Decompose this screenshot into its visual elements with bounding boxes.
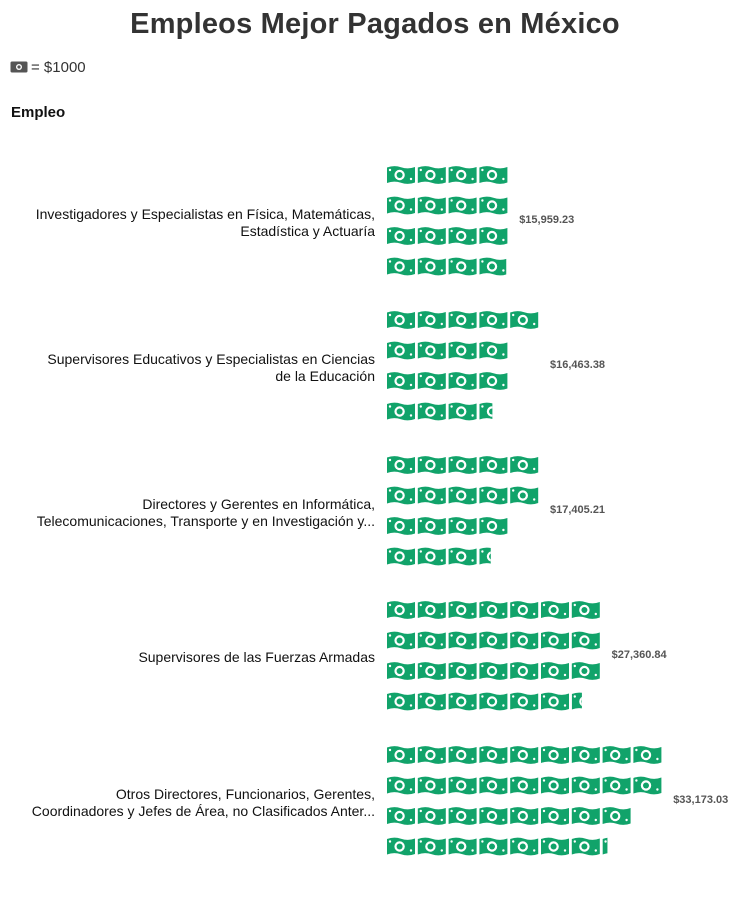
banknote-icon <box>449 311 477 329</box>
banknote-icon <box>418 227 446 245</box>
banknote-icon <box>418 632 446 650</box>
banknote-icon <box>633 746 661 764</box>
banknote-icon <box>418 403 446 421</box>
banknote-icon <box>510 838 538 856</box>
category-label-line: de la Educación <box>275 367 375 384</box>
banknote-icon <box>572 662 600 680</box>
banknote-icon <box>510 456 538 474</box>
banknote-icon <box>387 807 415 825</box>
category-label <box>5 496 375 530</box>
banknote-icon <box>418 777 446 795</box>
banknote-icon <box>479 548 507 566</box>
category-label <box>5 206 375 240</box>
value-label: $27,360.84 <box>611 648 667 661</box>
banknote-icon <box>387 487 415 505</box>
category-label <box>5 649 375 666</box>
banknote-icon <box>387 662 415 680</box>
banknote-icon <box>418 372 446 390</box>
banknote-icon <box>449 807 477 825</box>
banknote-icon <box>633 777 661 795</box>
category-label-line: Telecomunicaciones, Transporte y en Investigación y... <box>36 512 375 529</box>
category-label-line: Otros Directores, Funcionarios, Gerentes, <box>115 785 375 802</box>
banknote-icon <box>449 197 477 215</box>
banknote-icon <box>479 693 507 711</box>
banknote-icon <box>449 662 477 680</box>
banknote-icon <box>418 838 446 856</box>
banknote-icon <box>387 311 415 329</box>
category-label-line: Directores y Gerentes en Informática, <box>142 495 375 512</box>
banknote-icon <box>449 487 477 505</box>
banknote-icon <box>510 601 538 619</box>
banknote-icon <box>387 693 415 711</box>
banknote-icon <box>510 693 538 711</box>
category-label-line: Supervisores de las Fuerzas Armadas <box>138 649 375 666</box>
value-label: $33,173.03 <box>673 793 729 806</box>
banknote-icon <box>541 601 569 619</box>
banknote-icon <box>479 227 507 245</box>
banknote-icon <box>387 166 415 184</box>
banknote-icon <box>479 838 507 856</box>
banknote-icon <box>449 456 477 474</box>
banknote-icon <box>479 403 507 421</box>
banknote-icon <box>479 197 507 215</box>
banknote-icon <box>418 601 446 619</box>
banknote-icon <box>479 311 507 329</box>
banknote-icon <box>479 777 507 795</box>
chart-title: Empleos Mejor Pagados en México <box>130 8 620 40</box>
banknote-icon <box>418 456 446 474</box>
banknote-icon <box>418 166 446 184</box>
banknote-icon <box>418 662 446 680</box>
banknote-icon <box>510 487 538 505</box>
banknote-icon <box>541 746 569 764</box>
banknote-icon <box>479 662 507 680</box>
banknote-icon <box>541 632 569 650</box>
banknote-icon <box>449 342 477 360</box>
banknote-icon <box>449 838 477 856</box>
category-label-line: Estadística y Actuaría <box>240 222 375 239</box>
banknote-icon <box>449 166 477 184</box>
value-label: $15,959.23 <box>519 213 575 226</box>
banknote-icon <box>449 548 477 566</box>
banknote-icon <box>572 838 600 856</box>
banknote-icon <box>541 777 569 795</box>
banknote-icon <box>572 777 600 795</box>
banknote-icon <box>541 693 569 711</box>
banknote-icon <box>449 403 477 421</box>
banknote-icon <box>449 372 477 390</box>
banknote-icon <box>510 662 538 680</box>
category-label-line: Investigadores y Especialistas en Física, Matemáticas, <box>35 205 375 222</box>
banknote-icon <box>387 342 415 360</box>
banknote-icon <box>449 693 477 711</box>
banknote-icon <box>479 807 507 825</box>
category-label-line: Coordinadores y Jefes de Área, no Clasificados Anter... <box>31 802 375 819</box>
banknote-icon <box>510 777 538 795</box>
banknote-icon <box>572 807 600 825</box>
banknote-icon <box>541 662 569 680</box>
banknote-icon <box>387 197 415 215</box>
banknote-icon <box>541 807 569 825</box>
banknote-icon <box>387 746 415 764</box>
banknote-icon <box>449 777 477 795</box>
banknote-icon <box>387 372 415 390</box>
category-label <box>5 786 375 820</box>
banknote-icon <box>418 311 446 329</box>
banknote-icon <box>572 693 600 711</box>
banknote-icon <box>603 777 631 795</box>
banknote-icon <box>603 838 631 856</box>
banknote-icon <box>387 403 415 421</box>
banknote-icon <box>387 456 415 474</box>
banknote-icon <box>449 632 477 650</box>
banknote-icon <box>418 258 446 276</box>
banknote-icon <box>541 838 569 856</box>
banknote-icon <box>418 197 446 215</box>
banknote-icon <box>418 487 446 505</box>
banknote-icon <box>387 548 415 566</box>
legend-text: = $1000 <box>31 58 86 76</box>
banknote-icon <box>418 693 446 711</box>
banknote-icon <box>572 746 600 764</box>
banknote-icon <box>572 632 600 650</box>
value-label: $17,405.21 <box>550 503 606 516</box>
banknote-icon <box>418 746 446 764</box>
banknote-icon <box>510 632 538 650</box>
banknote-icon <box>603 807 631 825</box>
banknote-icon <box>449 746 477 764</box>
banknote-icon <box>449 227 477 245</box>
banknote-icon <box>479 342 507 360</box>
banknote-icon <box>387 227 415 245</box>
banknote-icon <box>479 456 507 474</box>
category-label-line: Supervisores Educativos y Especialistas en Ciencias <box>47 350 375 367</box>
banknote-icon <box>510 746 538 764</box>
banknote-icon <box>479 632 507 650</box>
banknote-icon <box>418 548 446 566</box>
banknote-icon <box>418 342 446 360</box>
banknote-icon <box>387 632 415 650</box>
category-label <box>5 351 375 385</box>
banknote-icon <box>479 487 507 505</box>
banknote-icon <box>510 807 538 825</box>
banknote-icon <box>603 746 631 764</box>
banknote-icon <box>572 601 600 619</box>
banknote-icon <box>418 517 446 535</box>
banknote-icon <box>479 517 507 535</box>
banknote-icon <box>387 838 415 856</box>
banknote-icon <box>510 311 538 329</box>
banknote-icon <box>479 601 507 619</box>
value-label: $16,463.38 <box>550 358 606 371</box>
banknote-icon <box>387 258 415 276</box>
banknote-icon <box>479 372 507 390</box>
banknote-icon <box>449 517 477 535</box>
banknote-icon <box>387 777 415 795</box>
banknote-icon <box>449 601 477 619</box>
banknote-icon <box>418 807 446 825</box>
banknote-icon <box>479 746 507 764</box>
banknote-icon <box>387 517 415 535</box>
banknote-icon <box>449 258 477 276</box>
banknote-icon <box>387 601 415 619</box>
banknote-icon <box>479 166 507 184</box>
column-header: Empleo <box>11 104 66 121</box>
banknote-icon <box>479 258 507 276</box>
